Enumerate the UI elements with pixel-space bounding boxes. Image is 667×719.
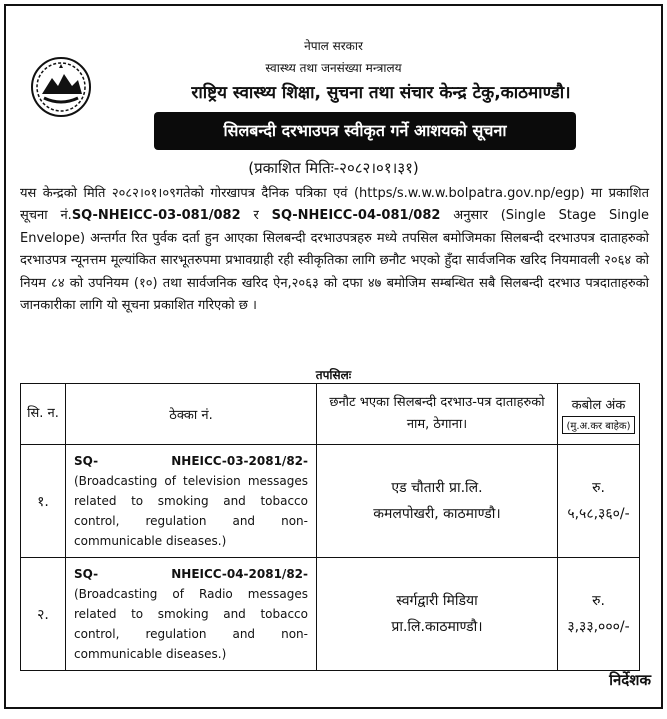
- contract-description: (Broadcasting of Radio messages related to smoking and tobacco control, regulation and non-communicable diseases.): [74, 587, 308, 661]
- row-amount-cell: [558, 558, 640, 671]
- bidder-name: स्वर्गद्वारी मिडिया: [396, 593, 478, 609]
- table-header-row: [21, 384, 640, 445]
- row-sn: २.: [21, 558, 66, 671]
- body-text-part2: अनुसार (Single Stage Single Envelope) अन्तर्गत रित पुर्वक दर्ता हुन आएका सिलबन्दी दरभाउपत्रहरु मध्ये तपसिल बमोजिमका सिलबन्दी दरभाउपत्र दाताहरुको दरभाउपत्र न्यूनत्तम मूल्यांकित सारभूतरुपमा प्रभावग्राही रही स्वीकृतिका लागि छनौट भएको हुँदा सार्वजनिक खरिद नियमावली २०६४ को नियम ८४ को उपनियम (१०) तथा सार्वजनिक खरिद ऐन,२०६३ को दफा ४७ बमोजिम सम्बन्धित सबै सिलबन्दी दरभाउ पत्रदाताहरुको जानकारीका लागि यो सूचना प्रकाशित गरिएको छ ।: [20, 208, 649, 314]
- ministry-title: स्वास्थ्य तथा जनसंख्या मन्त्रालय: [265, 61, 402, 75]
- contract-code: NHEICC-03-2081/82-: [171, 454, 308, 468]
- body-text-part1: यस केन्द्रको मिति २०८२।०१।०९गतेको गोरखापत्र दैनिक पत्रिका एवं (https/s.w.w.w.bolpatra.gov.np/egp) मा प्रकाशित सूचना नं.: [20, 186, 649, 224]
- notice-title-banner: सिलबन्दी दरभाउपत्र स्वीकृत गर्ने आशयको सूचना: [154, 112, 576, 150]
- header-contract: ठेक्का नं.: [66, 384, 317, 445]
- row-sn: १.: [21, 445, 66, 558]
- contract-description: (Broadcasting of television messages related to smoking and tobacco control, regulation and non-communicable diseases.): [74, 474, 308, 548]
- reference-number-2: SQ-NHEICC-04-081/082: [271, 208, 441, 224]
- contract-number: [74, 451, 308, 471]
- bidder-address: कमलपोखरी, काठमाण्डौ।: [373, 506, 501, 522]
- header-amount-cell: [558, 384, 640, 445]
- contract-number: [74, 564, 308, 584]
- header-amount: कबोल अंक: [571, 397, 626, 413]
- table-row: [21, 445, 640, 558]
- row-contract-cell: [66, 445, 317, 558]
- schedule-label: तपसिलः: [315, 368, 352, 382]
- amount-prefix: रु.: [592, 593, 605, 609]
- body-text-mid: र: [240, 208, 272, 224]
- row-contract-cell: [66, 558, 317, 671]
- header-amount-note: (मु.अ.कर बाहेक): [562, 416, 634, 434]
- amount-value: ५,५८,३६०/-: [567, 506, 630, 522]
- center-title: राष्ट्रिय स्वास्थ्य शिक्षा, सुचना तथा संचार केन्द्र टेकु,काठमाण्डौ।: [191, 83, 571, 103]
- government-title: नेपाल सरकार: [304, 39, 363, 53]
- reference-number-1: SQ-NHEICC-03-081/082: [71, 208, 241, 224]
- published-date: (प्रकाशित मितिः-२०८२।०१।३१): [248, 159, 419, 177]
- signature-director: निर्देशक: [609, 671, 651, 689]
- amount-value: ३,३३,०००/-: [567, 619, 630, 635]
- header-sn: सि. न.: [21, 384, 66, 445]
- table-row: [21, 558, 640, 671]
- header-bidder: छनौट भएका सिलबन्दी दरभाउ-पत्र दाताहरुको नाम, ठेगाना।: [317, 384, 558, 445]
- row-bidder-cell: [317, 558, 558, 671]
- notice-page: [4, 4, 663, 709]
- row-bidder-cell: [317, 445, 558, 558]
- bidder-address: प्रा.लि.काठमाण्डौ।: [391, 619, 483, 635]
- amount-prefix: रु.: [592, 480, 605, 496]
- contract-code: NHEICC-04-2081/82-: [171, 567, 308, 581]
- contract-prefix: SQ-: [74, 454, 99, 468]
- notice-body: [20, 183, 649, 317]
- row-amount-cell: [558, 445, 640, 558]
- award-table: [20, 383, 640, 671]
- contract-prefix: SQ-: [74, 567, 99, 581]
- bidder-name: एड चौतारी प्रा.लि.: [391, 480, 483, 496]
